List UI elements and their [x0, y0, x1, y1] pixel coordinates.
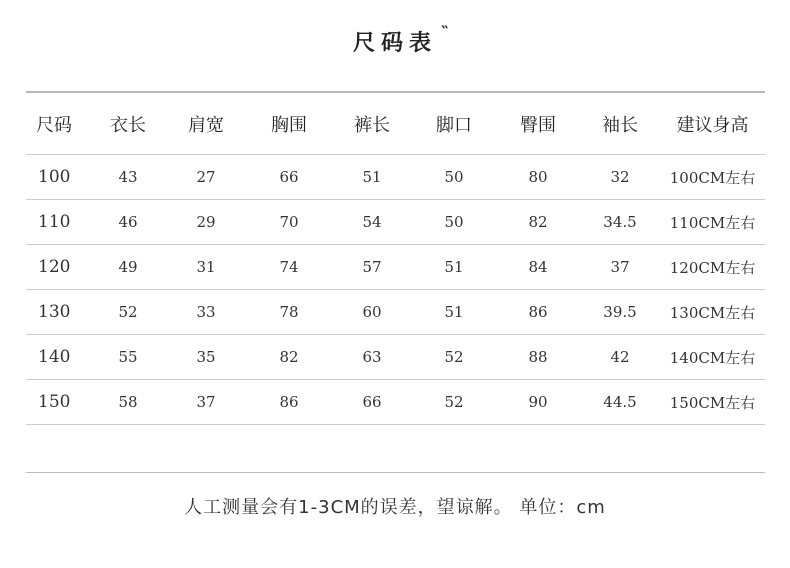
cell-sleeve: 37 — [580, 245, 660, 290]
cell-shoulder: 29 — [166, 200, 246, 245]
cell-sleeve: 42 — [580, 335, 660, 380]
table-row — [26, 200, 765, 245]
cell-shoulder: 31 — [166, 245, 246, 290]
cell-recommended-height: 100CM左右 — [660, 155, 765, 200]
cell-chest: 66 — [246, 155, 332, 200]
header-recommended-height: 建议身高 — [660, 93, 765, 155]
cell-pants-length: 57 — [332, 245, 412, 290]
cell-chest: 82 — [246, 335, 332, 380]
cell-length: 46 — [90, 200, 166, 245]
cell-shoulder: 33 — [166, 290, 246, 335]
table-row — [26, 245, 765, 290]
cell-size: 110 — [26, 200, 90, 245]
footnote-divider — [26, 472, 765, 473]
cell-shoulder: 35 — [166, 335, 246, 380]
cell-leg-opening: 50 — [412, 155, 496, 200]
header-size: 尺码 — [26, 93, 90, 155]
table-row — [26, 290, 765, 335]
header-pants-length: 裤长 — [332, 93, 412, 155]
measurement-note: 人工测量会有1-3CM的误差，望谅解。 单位：cm — [184, 497, 606, 518]
cell-chest: 70 — [246, 200, 332, 245]
cell-size: 150 — [26, 380, 90, 425]
cell-size: 120 — [26, 245, 90, 290]
cell-hip: 84 — [496, 245, 580, 290]
cell-pants-length: 63 — [332, 335, 412, 380]
table-row — [26, 335, 765, 380]
cell-recommended-height: 140CM左右 — [660, 335, 765, 380]
cell-leg-opening: 51 — [412, 245, 496, 290]
cell-pants-length: 60 — [332, 290, 412, 335]
cell-recommended-height: 120CM左右 — [660, 245, 765, 290]
header-chest: 胸围 — [246, 93, 332, 155]
cell-hip: 80 — [496, 155, 580, 200]
cell-size: 130 — [26, 290, 90, 335]
cell-chest: 78 — [246, 290, 332, 335]
cell-leg-opening: 50 — [412, 200, 496, 245]
cell-length: 43 — [90, 155, 166, 200]
table-row — [26, 380, 765, 425]
header-leg-opening: 脚口 — [412, 93, 496, 155]
cell-length: 49 — [90, 245, 166, 290]
page-title-text: 尺码表 — [352, 31, 437, 56]
cell-recommended-height: 110CM左右 — [660, 200, 765, 245]
cell-length: 52 — [90, 290, 166, 335]
table-row — [26, 155, 765, 200]
cell-leg-opening: 51 — [412, 290, 496, 335]
cell-chest: 86 — [246, 380, 332, 425]
cell-pants-length: 51 — [332, 155, 412, 200]
cell-size: 100 — [26, 155, 90, 200]
cell-recommended-height: 130CM左右 — [660, 290, 765, 335]
header-hip: 臀围 — [496, 93, 580, 155]
cell-shoulder: 37 — [166, 380, 246, 425]
cell-sleeve: 32 — [580, 155, 660, 200]
cell-sleeve: 44.5 — [580, 380, 660, 425]
cell-recommended-height: 150CM左右 — [660, 380, 765, 425]
cell-length: 55 — [90, 335, 166, 380]
cell-sleeve: 39.5 — [580, 290, 660, 335]
cell-hip: 82 — [496, 200, 580, 245]
cell-chest: 74 — [246, 245, 332, 290]
header-sleeve: 袖长 — [580, 93, 660, 155]
cell-pants-length: 54 — [332, 200, 412, 245]
cell-hip: 86 — [496, 290, 580, 335]
cell-hip: 90 — [496, 380, 580, 425]
header-shoulder: 肩宽 — [166, 93, 246, 155]
cell-leg-opening: 52 — [412, 335, 496, 380]
table-header-row — [26, 93, 765, 155]
size-chart-table — [26, 93, 765, 425]
title-decoration-mark: ‶ — [441, 22, 449, 41]
header-length: 衣长 — [90, 93, 166, 155]
page-title — [0, 22, 790, 57]
cell-shoulder: 27 — [166, 155, 246, 200]
cell-leg-opening: 52 — [412, 380, 496, 425]
cell-sleeve: 34.5 — [580, 200, 660, 245]
cell-hip: 88 — [496, 335, 580, 380]
cell-pants-length: 66 — [332, 380, 412, 425]
cell-size: 140 — [26, 335, 90, 380]
cell-length: 58 — [90, 380, 166, 425]
